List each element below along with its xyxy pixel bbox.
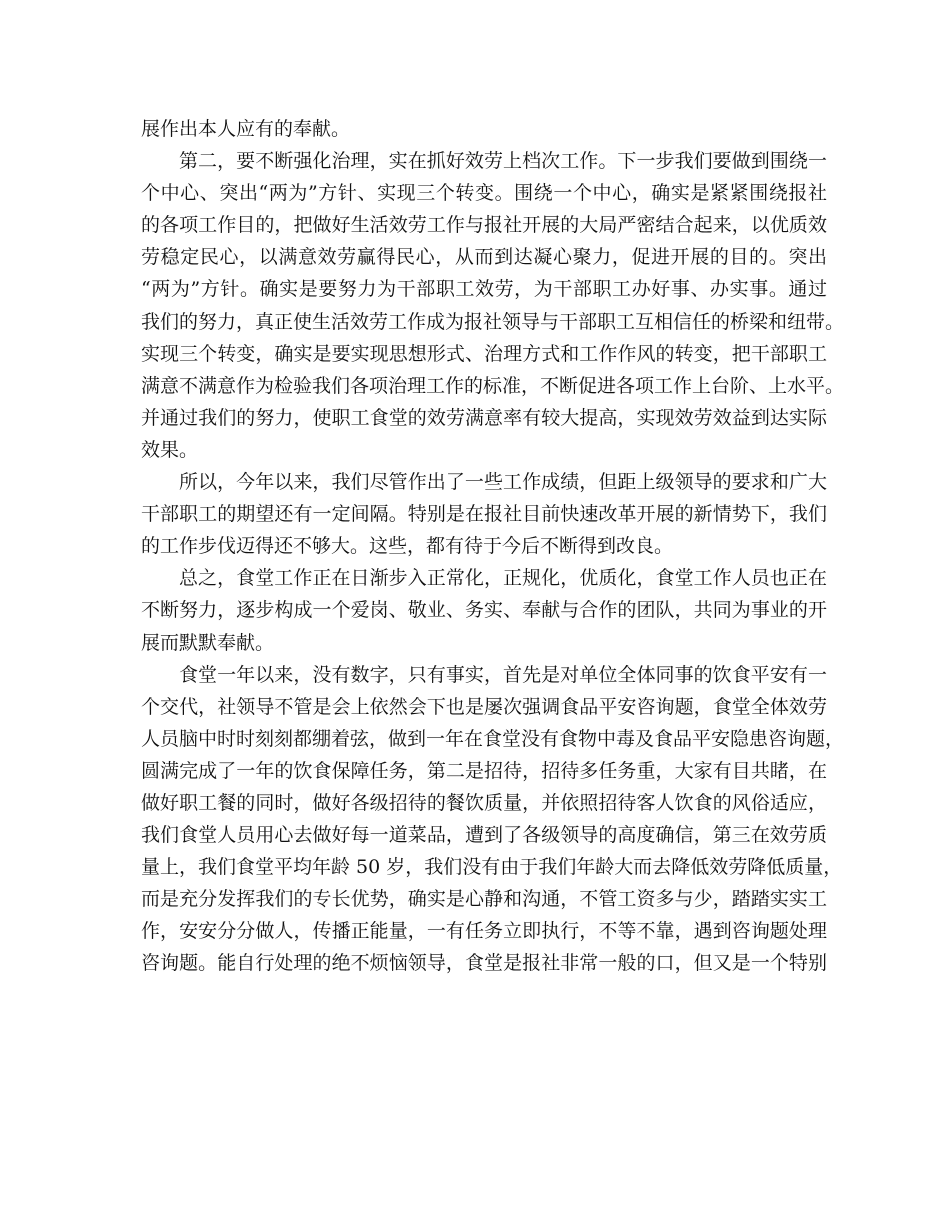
- text-line: “两为”方针。确实是要努力为干部职工效劳，为干部职工办好事、办实事。通过: [141, 278, 827, 301]
- text-line: 实现三个转变，确实是要实现思想形式、治理方式和工作作风的转变，把干部职工: [141, 342, 827, 365]
- text-line: 劳稳定民心，以满意效劳赢得民心，从而到达凝心聚力，促进开展的目的。突出: [141, 246, 827, 269]
- text-line: 人员脑中时时刻刻都绷着弦，做到一年在食堂没有食物中毒及食品平安隐患咨询题，: [141, 727, 845, 750]
- text-line: 个交代，社领导不管是会上依然会下也是屡次强调食品平安咨询题，食堂全体效劳: [141, 695, 827, 718]
- text-line: 量上，我们食堂平均年龄 50 岁，我们没有由于我们年龄大而去降低效劳降低质量，: [141, 856, 843, 879]
- text-line: 咨询题。能自行处理的绝不烦恼领导，食堂是报社非常一般的口，但又是一个特别: [141, 952, 827, 975]
- text-line: 而是充分发挥我们的专长优势，确实是心静和沟通，不管工资多与少，踏踏实实工: [141, 888, 827, 911]
- text-line: 效果。: [141, 438, 199, 461]
- body-text: [141, 113, 845, 980]
- text-line: 不断努力，逐步构成一个爱岗、敬业、务实、奉献与合作的团队，共同为事业的开: [141, 599, 827, 622]
- text-line: 的工作步伐迈得还不够大。这些，都有待于今后不断得到改良。: [141, 535, 674, 558]
- paragraph-first-line: 所以，今年以来，我们尽管作出了一些工作成绩，但距上级领导的要求和广大: [179, 471, 827, 494]
- text-line: 圆满完成了一年的饮食保障任务，第二是招待，招待多任务重，大家有目共睹，在: [141, 759, 827, 782]
- paragraph-first-line: 食堂一年以来，没有数字，只有事实，首先是对单位全体同事的饮食平安有一: [179, 663, 827, 686]
- paragraph-first-line: 第二，要不断强化治理，实在抓好效劳上档次工作。下一步我们要做到围绕一: [179, 150, 827, 173]
- text-line: 我们食堂人员用心去做好每一道菜品，遭到了各级领导的高度确信，第三在效劳质: [141, 824, 827, 847]
- text-line: 个中心、突出“两为”方针、实现三个转变。围绕一个中心，确实是紧紧围绕报社: [141, 182, 827, 205]
- text-line: 并通过我们的努力，使职工食堂的效劳满意率有较大提高，实现效劳效益到达实际: [141, 406, 827, 429]
- text-line: 干部职工的期望还有一定间隔。特别是在报社目前快速改革开展的新情势下，我们: [141, 503, 827, 526]
- text-line: 满意不满意作为检验我们各项治理工作的标准，不断促进各项工作上台阶、上水平。: [141, 374, 845, 397]
- text-line: 展作出本人应有的奉献。: [141, 118, 351, 140]
- paragraph-first-line: 总之，食堂工作正在日渐步入正常化，正规化，优质化，食堂工作人员也正在: [179, 567, 827, 590]
- text-line: 展而默默奉献。: [141, 631, 275, 654]
- text-line: 的各项工作目的，把做好生活效劳工作与报社开展的大局严密结合起来，以优质效: [141, 214, 827, 237]
- text-line: 作，安安分分做人，传播正能量，一有任务立即执行，不等不靠，遇到咨询题处理: [141, 920, 827, 943]
- text-line: 做好职工餐的同时，做好各级招待的餐饮质量，并依照招待客人饮食的风俗适应，: [141, 791, 827, 814]
- text-line: 我们的努力，真正使生活效劳工作成为报社领导与干部职工互相信任的桥梁和纽带。: [141, 310, 845, 333]
